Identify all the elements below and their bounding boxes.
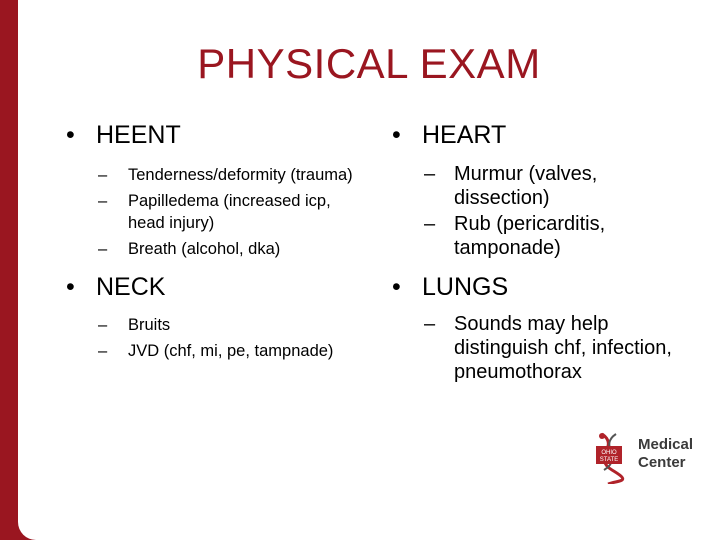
sub-bullet-text: Murmur (valves, dissection) [454,163,598,209]
sub-bullet [66,238,356,260]
sub-bullet-text: Sounds may help distinguish chf, infection, pneumothorax [454,313,672,383]
sub-bullet-text: Tenderness/deformity (trauma) [128,166,353,184]
sub-bullet-text: Bruits [128,316,171,334]
sub-bullet-text: Papilledema (increased icp, head injury) [128,192,331,232]
dash-icon: – [98,166,108,184]
bullet-icon: • [66,273,75,301]
sub-bullet [392,212,692,260]
bullet-heading: NECK [96,273,166,301]
ohio-state-medical-center-logo [590,432,700,484]
seal-text-ohio: OHIO [601,450,617,456]
bullet-heading: LUNGS [422,273,509,301]
bullet-heading: HEENT [96,121,181,149]
dash-icon: – [98,342,108,360]
dash-icon: – [424,313,436,335]
sub-bullet [66,190,356,234]
dash-icon: – [424,163,436,185]
bullet-icon: • [392,273,401,301]
dash-icon: – [98,240,108,258]
dna-seal-icon [590,432,636,484]
sub-bullet [66,164,356,186]
bullet-icon: • [392,121,401,149]
sub-bullet-text: JVD (chf, mi, pe, tampnade) [128,342,334,360]
bullet-heent [66,120,356,150]
sub-bullet [392,312,692,384]
bullet-heading: HEART [422,121,507,149]
bullet-heart [392,120,692,150]
sub-bullet-text: Rub (pericarditis, tamponade) [454,213,606,259]
bullet-neck [66,272,356,302]
sub-bullet [66,314,356,336]
dash-icon: – [424,213,436,235]
sub-bullet [66,340,356,362]
right-column [392,120,692,386]
sub-bullet-text: Breath (alcohol, dka) [128,240,281,258]
logo-line-center: Center [638,454,686,471]
slide-title: PHYSICAL EXAM [197,40,541,87]
sub-bullet [392,162,692,210]
left-column [66,120,356,366]
logo-line-medical: Medical [638,436,694,453]
seal-text-state: STATE [599,457,619,463]
bullet-lungs [392,272,692,302]
bullet-icon: • [66,121,75,149]
logo-text [638,436,693,472]
dash-icon: – [98,192,108,210]
dash-icon: – [98,316,108,334]
